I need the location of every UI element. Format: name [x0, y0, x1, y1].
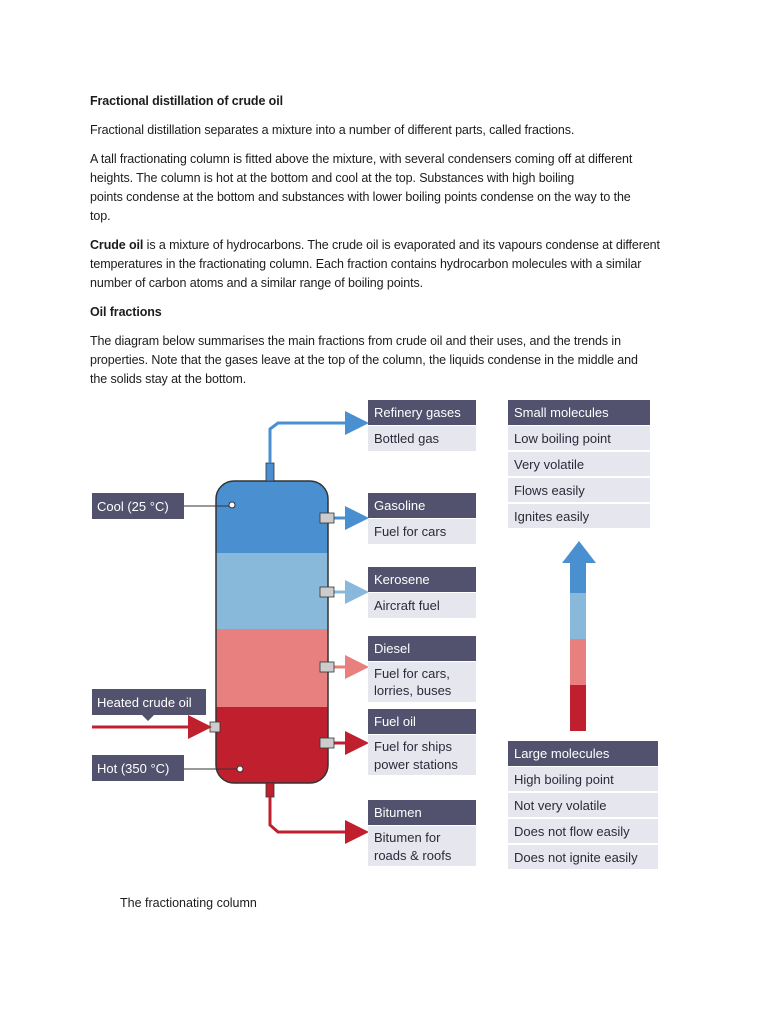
column-body — [216, 481, 328, 783]
gas-section — [216, 481, 328, 553]
arrow-segment — [570, 639, 586, 685]
large-molecules-title: Large molecules — [514, 746, 610, 761]
refinery-gases-pipe — [270, 423, 363, 463]
flange — [320, 662, 334, 672]
fraction-name: Refinery gases — [374, 405, 461, 420]
property-text: Does not flow easily — [514, 824, 630, 839]
large-molecules-panel — [508, 741, 658, 869]
paragraph-line: number of carbon atoms and a similar range of boiling points. — [90, 276, 423, 290]
section-heading: Oil fractions — [90, 305, 162, 319]
hot-label-text: Hot (350 °C) — [97, 761, 170, 776]
paragraph-line: heights. The column is hot at the bottom and cool at the top. Substances with high boiling — [90, 171, 575, 185]
property-text: Flows easily — [514, 483, 585, 498]
paragraph-line: A tall fractionating column is fitted above the mixture, with several condensers coming off at different — [90, 152, 633, 166]
paragraph-line: the solids stay at the bottom. — [90, 372, 247, 386]
cool-marker — [229, 502, 235, 508]
figure-caption: The fractionating column — [120, 896, 257, 910]
arrow-segment — [570, 563, 586, 593]
heated-crude-oil-label — [92, 689, 206, 721]
paragraph-line: temperatures in the fractionating column. Each fraction contains hydrocarbon molecules with a similar — [90, 257, 642, 271]
paragraph-line: points condense at the bottom and substances with lower boiling points condense on the way to the — [90, 190, 631, 204]
fraction-name: Diesel — [374, 641, 411, 656]
fraction-use: Fuel for cars, — [374, 666, 450, 681]
fraction-use: power stations — [374, 757, 458, 772]
crude-oil-paragraph — [90, 236, 690, 293]
small-molecules-panel — [508, 400, 650, 528]
fraction-name: Kerosene — [374, 572, 430, 587]
cool-label-text: Cool (25 °C) — [97, 499, 169, 514]
property-text: Very volatile — [514, 457, 585, 472]
trend-arrow — [562, 541, 596, 731]
fraction-use: Bottled gas — [374, 431, 440, 446]
paragraph-line: properties. Note that the gases leave at the top of the column, the liquids condense in the middle and — [90, 353, 638, 367]
flange — [320, 513, 334, 523]
top-outlet — [266, 463, 274, 481]
flange — [210, 722, 220, 732]
small-molecules-title: Small molecules — [514, 405, 609, 420]
property-text: Does not ignite easily — [514, 850, 638, 865]
fraction-use: roads & roofs — [374, 848, 452, 863]
diagram-intro-paragraph — [90, 332, 690, 389]
fractionating-column-diagram — [86, 395, 666, 875]
fraction-use: Aircraft fuel — [374, 598, 440, 613]
heated-crude-oil-text: Heated crude oil — [97, 695, 192, 710]
arrow-head — [562, 541, 596, 563]
fraction-name: Bitumen — [374, 805, 422, 820]
bottom-outlet — [266, 783, 274, 797]
upper-liquid-section — [216, 553, 328, 629]
property-text: Not very volatile — [514, 798, 607, 813]
pointer-triangle — [142, 715, 154, 721]
arrow-segment — [570, 593, 586, 639]
fraction-name: Fuel oil — [374, 714, 416, 729]
fraction-use: lorries, buses — [374, 683, 452, 698]
fraction-diesel — [368, 636, 476, 702]
fraction-name: Gasoline — [374, 498, 426, 513]
cool-label — [92, 493, 235, 519]
fraction-use: Fuel for ships — [374, 739, 453, 754]
fraction-refinery-gases — [368, 400, 476, 451]
fraction-fuel-oil — [368, 709, 476, 775]
column-description-paragraph — [90, 150, 690, 226]
document-title: Fractional distillation of crude oil — [90, 94, 283, 108]
fraction-bitumen — [368, 800, 476, 866]
fraction-use: Bitumen for — [374, 830, 441, 845]
flange — [320, 587, 334, 597]
property-text: Ignites easily — [514, 509, 590, 524]
property-text: Low boiling point — [514, 431, 611, 446]
paragraph-line: The diagram below summarises the main fractions from crude oil and their uses, and the trends in — [90, 334, 621, 348]
property-text: High boiling point — [514, 772, 614, 787]
lower-liquid-section — [216, 629, 328, 707]
fraction-use: Fuel for cars — [374, 524, 447, 539]
residue-section — [216, 707, 328, 783]
paragraph-line: top. — [90, 209, 111, 223]
paragraph-line — [90, 236, 690, 255]
bitumen-pipe — [270, 797, 363, 832]
flange — [320, 738, 334, 748]
hot-marker — [237, 766, 243, 772]
intro-paragraph: Fractional distillation separates a mixture into a number of different parts, called fractions. — [90, 123, 575, 137]
paragraph-text: is a mixture of hydrocarbons. The crude oil is evaporated and its vapours condense at different — [143, 238, 660, 252]
crude-oil-term: Crude oil — [90, 238, 144, 252]
arrow-segment — [570, 685, 586, 731]
fraction-kerosene — [368, 567, 476, 618]
fraction-gasoline — [368, 493, 476, 544]
